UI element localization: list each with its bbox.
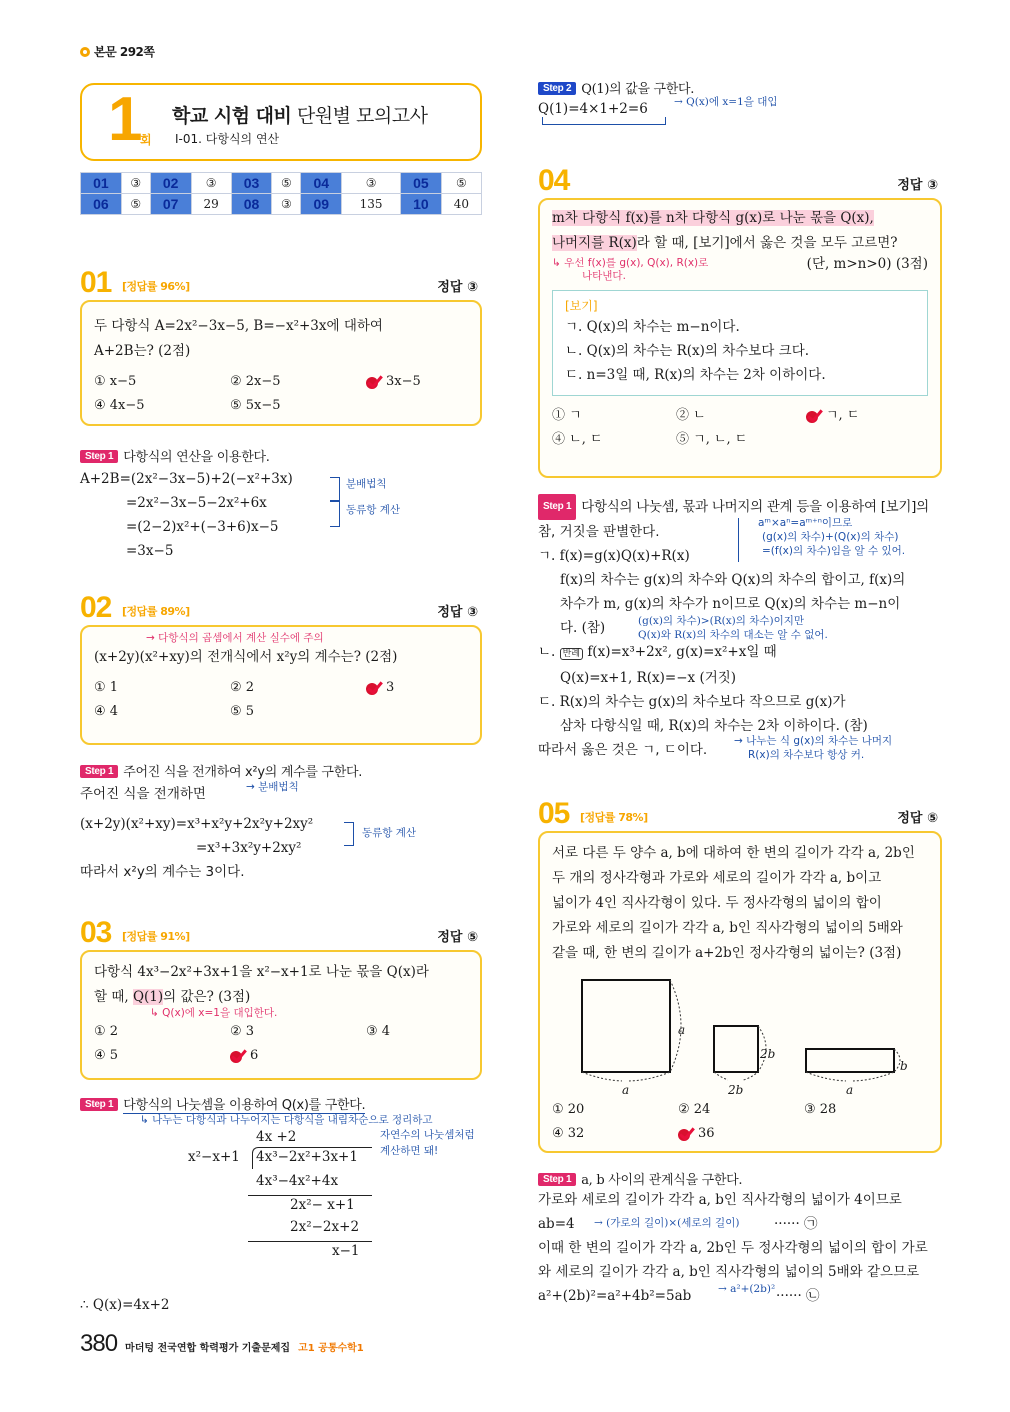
annotation-note: → Q(x)에 x=1을 대입 xyxy=(674,96,778,108)
choice-list xyxy=(94,676,468,724)
question-text: A+2B는? (2점) xyxy=(94,343,191,359)
answer-value: 135 xyxy=(342,194,401,215)
choice-text: ③ 28 xyxy=(804,1102,837,1117)
annotation-text: (가로의 길이)×(세로의 길이) xyxy=(606,1217,740,1229)
correct-rate: [정답률 91%] xyxy=(122,930,190,943)
counter-example-badge: 반례 xyxy=(560,648,583,660)
quotient: 4x +2 xyxy=(256,1129,297,1145)
choice-text: ① 2 xyxy=(94,1024,119,1039)
solution xyxy=(80,1094,482,1317)
choice-list xyxy=(94,370,468,418)
answer-label: 정답 ⑤ xyxy=(437,930,478,945)
division-line xyxy=(248,1195,372,1196)
choice-3-correct[interactable] xyxy=(366,370,486,394)
step-title: a, b 사이의 관계식을 구한다. xyxy=(581,1173,743,1188)
step-title: 다항식의 나눗셈, 몫과 나머지의 관계 등을 이용하여 [보기]의 xyxy=(581,499,929,515)
choice-2[interactable] xyxy=(676,404,806,428)
division-row: 2x²− x+1 xyxy=(290,1197,355,1213)
equation-line: Q(1)=4×1+2=6 xyxy=(538,101,648,117)
step-badge: Step 1 xyxy=(80,765,118,778)
condition-text: (단, m>n>0) (3점) xyxy=(806,256,928,272)
problem-header xyxy=(80,268,482,300)
solution xyxy=(538,494,942,762)
step-badge: Step 1 xyxy=(80,1098,118,1111)
answer-value: ⑤ xyxy=(121,194,150,215)
page-number: 380 xyxy=(80,1330,118,1357)
choice-4[interactable] xyxy=(552,1122,678,1146)
problem-05 xyxy=(538,799,942,1308)
question-fragment: 라 할 때, [보기]에서 옳은 것을 모두 고르면? xyxy=(636,235,898,251)
annotation-note: 계산하면 돼! xyxy=(380,1145,439,1157)
question-text: 서로 다른 두 양수 a, b에 대하여 한 변의 길이가 각각 a, 2b인 xyxy=(552,845,915,861)
annotation-note: 분배법칙 xyxy=(346,478,387,490)
question-text xyxy=(552,206,928,231)
annotation-note: → 분배법칙 xyxy=(246,781,299,793)
choice-text: ① 20 xyxy=(552,1102,585,1117)
choice-3-correct[interactable] xyxy=(366,676,486,700)
solution-line: ㄴ. 반례 f(x)=x³+2x², g(x)=x²+x일 때 xyxy=(538,644,777,660)
step-title: 다항식의 연산을 이용한다. xyxy=(123,450,270,465)
problem-header xyxy=(80,593,482,625)
solution-line xyxy=(538,568,942,592)
equation-line: =x³+3x²y+2xy² xyxy=(196,840,302,856)
choice-1[interactable] xyxy=(552,1098,678,1122)
problem-03-step2 xyxy=(538,78,942,121)
solution-line: 차수가 m, g(x)의 차수가 n이므로 Q(x)의 차수는 m−n이 xyxy=(560,596,901,612)
answer-value: ⑤ xyxy=(441,173,481,194)
book-subtitle: 고1 공통수학1 xyxy=(298,1343,364,1354)
title-rest: 단원별 모의고사 xyxy=(291,105,428,127)
bogi-item: ㄷ. n=3일 때, R(x)의 차수는 2차 이하이다. xyxy=(565,367,826,383)
equation-text: ab=4 xyxy=(538,1216,575,1232)
solution xyxy=(80,446,482,563)
figure xyxy=(552,972,928,1097)
choice-text: ㄱ, ㄷ xyxy=(826,408,860,423)
equation-line: A+2B=(2x²−3x−5)+2(−x²+3x) xyxy=(80,471,293,487)
checkmark-icon xyxy=(230,1048,246,1064)
bracket-arrow xyxy=(330,477,340,501)
dividend: 4x³−2x²+3x+1 xyxy=(256,1149,358,1165)
choice-4[interactable] xyxy=(94,1044,230,1068)
page-subtitle: Ⅰ-01. 다항식의 연산 xyxy=(175,132,280,146)
highlighted-term: Q(1) xyxy=(132,989,164,1005)
circle-bullet-icon xyxy=(80,47,90,57)
choice-1[interactable] xyxy=(94,370,230,394)
question-fragment: 할 때, xyxy=(94,989,133,1005)
annotation-note xyxy=(638,614,828,642)
solution-text: f(x)=x³+2x², g(x)=x²+x일 때 xyxy=(587,644,777,660)
checkmark-icon xyxy=(366,680,382,696)
answer-value: ⑤ xyxy=(272,173,301,194)
bogi-item: ㄱ. Q(x)의 차수는 m−n이다. xyxy=(565,319,740,335)
solution-line: 이때 한 변의 길이가 각각 a, 2b인 두 정사각형의 넓이의 합이 가로 xyxy=(538,1240,928,1256)
question-number: 08 xyxy=(231,194,272,215)
annotation-note: ↳ 나누는 다항식과 나누어지는 다항식을 내림차순으로 정리하고 xyxy=(140,1114,433,1126)
solution-line xyxy=(538,616,942,640)
answer-grid xyxy=(80,172,482,215)
choice-text: ④ 4 xyxy=(94,704,119,719)
problem-number: 02 xyxy=(80,591,112,624)
hint-note: → 다항식의 곱셈에서 계산 실수에 주의 xyxy=(146,632,324,644)
answer-label: 정답 ⑤ xyxy=(897,811,938,826)
choice-text: ③ 4 xyxy=(366,1024,391,1039)
choice-2[interactable] xyxy=(230,1020,366,1044)
step-title: 참, 거짓을 판별한다. xyxy=(538,524,660,540)
question-number: 03 xyxy=(231,173,272,194)
choice-5-correct[interactable] xyxy=(230,1044,366,1068)
question-box xyxy=(80,300,482,426)
choice-text: 3 xyxy=(386,680,395,695)
figure-label: a xyxy=(846,1078,853,1103)
question-text: 같을 때, 한 변의 길이가 a+2b인 정사각형의 넓이는? (3점) xyxy=(552,945,902,961)
equation-line: =3x−5 xyxy=(126,543,174,559)
question-text: 다항식 4x³−2x²+3x+1을 x²−x+1로 나눈 몫을 Q(x)라 xyxy=(94,964,429,980)
highlighted-term: 나머지를 R(x) xyxy=(552,235,637,251)
step-heading xyxy=(80,761,482,780)
checkmark-icon xyxy=(806,408,822,424)
page-reference-text: 본문 292쪽 xyxy=(94,45,155,59)
highlighted-term: m차 다항식 f(x)를 n차 다항식 g(x)로 나눈 몫을 Q(x), xyxy=(552,210,874,226)
figure-label: 2b xyxy=(728,1078,743,1103)
problem-03 xyxy=(80,918,482,1317)
annotation-text: 분배법칙 xyxy=(258,781,299,793)
step-title: 주어진 식을 전개하여 x²y의 계수를 구한다. xyxy=(123,765,363,780)
answer-value: ③ xyxy=(342,173,401,194)
choice-5[interactable] xyxy=(230,700,366,724)
figure-label: b xyxy=(900,1059,908,1073)
hint-row xyxy=(552,256,928,284)
annotation-note: 동류항 계산 xyxy=(346,504,401,516)
division-row: 2x²−2x+2 xyxy=(290,1219,360,1235)
annotation-text: → 나누는 식 g(x)의 차수는 나머지 xyxy=(734,735,893,747)
step-badge: Step 2 xyxy=(538,82,576,95)
title-bold: 학교 시험 대비 xyxy=(172,105,292,127)
question-number: 09 xyxy=(301,194,342,215)
choice-1[interactable] xyxy=(94,676,230,700)
answer-value: ③ xyxy=(272,194,301,215)
choice-5-correct[interactable] xyxy=(678,1122,804,1146)
title-box xyxy=(80,83,482,161)
choice-4[interactable] xyxy=(94,394,230,418)
question-text: (x+2y)(x²+xy)의 전개식에서 x²y의 계수는? (2점) xyxy=(94,649,398,665)
question-text: 두 개의 정사각형과 가로와 세로의 길이가 각각 a, b이고 xyxy=(552,870,882,886)
choice-text: ② 2x−5 xyxy=(230,374,281,389)
question-box xyxy=(80,625,482,745)
question-number: 06 xyxy=(81,194,122,215)
problem-number: 01 xyxy=(80,266,112,299)
annotation-note xyxy=(734,734,892,762)
question-number: 10 xyxy=(401,194,442,215)
bracket-arrow xyxy=(344,822,354,846)
solution-line: ㄷ. R(x)의 차수는 g(x)의 차수보다 작으므로 g(x)가 xyxy=(538,694,846,710)
annotation-text: (g(x)의 차수)>(R(x)의 차수)이지만 xyxy=(638,615,805,627)
question-text: 두 다항식 A=2x²−3x−5, B=−x²+3x에 대하여 xyxy=(94,318,383,334)
solution-text: f(x)의 차수는 g(x)의 차수와 Q(x)의 차수의 합이고, f(x)의 xyxy=(560,572,906,588)
annotation-note: 동류항 계산 xyxy=(362,827,417,839)
problem-04 xyxy=(538,166,942,762)
question-box xyxy=(80,950,482,1080)
choice-4[interactable] xyxy=(552,428,676,452)
page-title xyxy=(172,101,427,128)
squares-figure xyxy=(552,972,932,1092)
page-reference xyxy=(80,43,155,60)
choice-text: ④ 4x−5 xyxy=(94,398,145,413)
equation-marker: ······ ㉡ xyxy=(776,1288,820,1304)
solution-text: 주어진 식을 전개하면 xyxy=(80,786,206,802)
step-heading xyxy=(538,1169,942,1188)
question-text: 넓이가 4인 직사각형이 있다. 두 정사각형의 넓이의 합이 xyxy=(552,895,882,911)
bogi-title: [보기] xyxy=(565,299,598,313)
solution-line xyxy=(538,1284,942,1308)
division-row: 4x³−4x²+4x xyxy=(256,1173,339,1189)
page-footer xyxy=(80,1330,364,1358)
checkmark-icon xyxy=(366,374,382,390)
annotation-note: 자연수의 나눗셈처럼 xyxy=(380,1129,475,1141)
choice-list xyxy=(94,1020,468,1068)
annotation-note: → (가로의 길이)×(세로의 길이) xyxy=(594,1217,740,1229)
answer-grid-row xyxy=(81,173,482,194)
choice-5[interactable] xyxy=(676,428,806,452)
solution-lines xyxy=(80,467,482,563)
choice-1[interactable] xyxy=(552,404,676,428)
choice-list xyxy=(552,404,928,452)
problem-02 xyxy=(80,593,482,884)
step-badge: Step 1 xyxy=(538,1173,576,1186)
conclusion-text: 따라서 x²y의 계수는 3이다. xyxy=(80,864,245,880)
annotation-text: aᵐ×aⁿ=aᵐ⁺ⁿ이므로 xyxy=(758,517,853,529)
equation-text: a²+(2b)²=a²+4b²=5ab xyxy=(538,1288,692,1304)
choice-3[interactable] xyxy=(366,1020,486,1044)
round-suffix: 회 xyxy=(140,133,152,147)
hint-note: 나타낸다. xyxy=(582,270,626,282)
choice-3-correct[interactable] xyxy=(806,404,926,428)
figure-label: a xyxy=(678,1023,686,1037)
choice-text: 6 xyxy=(250,1048,259,1063)
choice-2[interactable] xyxy=(230,676,366,700)
choice-1[interactable] xyxy=(94,1020,230,1044)
question-box xyxy=(538,198,942,478)
annotation-note xyxy=(744,516,905,558)
choice-2[interactable] xyxy=(230,370,366,394)
annotation-text: (g(x)의 차수)+(Q(x)의 차수) xyxy=(762,531,899,543)
choice-text: ② ㄴ xyxy=(676,408,706,423)
solution-line xyxy=(538,1212,942,1236)
figure-label: a xyxy=(622,1078,629,1103)
choice-text: ⑤ 5x−5 xyxy=(230,398,281,413)
annotation-text: 나누는 다항식과 나누어지는 다항식을 내림차순으로 정리하고 xyxy=(152,1114,433,1126)
step-title: 다항식의 나눗셈을 이용하여 Q(x)를 구한다. xyxy=(123,1098,366,1113)
answer-grid-row xyxy=(81,194,482,215)
choice-text: ⑤ 5 xyxy=(230,704,255,719)
question-number: 04 xyxy=(301,173,342,194)
step-title: Q(1)의 값을 구한다. xyxy=(581,82,695,97)
round-number: 1 xyxy=(108,85,143,154)
choice-text: 3x−5 xyxy=(386,374,421,389)
conclusion-text: 따라서 옳은 것은 ㄱ, ㄷ이다. xyxy=(538,742,708,758)
choice-list xyxy=(552,1098,928,1146)
solution-line: 가로와 세로의 길이가 각각 a, b인 직사각형의 넓이가 4이므로 xyxy=(538,1192,902,1208)
choice-text: ① x−5 xyxy=(94,374,137,389)
long-division xyxy=(80,1127,482,1267)
solution-line xyxy=(538,735,942,762)
solution-line: Q(x)=x+1, R(x)=−x (거짓) xyxy=(560,670,737,686)
answer-label: 정답 ③ xyxy=(437,605,478,620)
annotation-connector xyxy=(738,518,739,562)
annotation-text: =(f(x)의 차수)임을 알 수 있어. xyxy=(762,545,906,557)
choice-3[interactable] xyxy=(804,1098,924,1122)
figure-label: 2b xyxy=(760,1047,776,1061)
division-row: x−1 xyxy=(332,1243,360,1259)
question-number: 02 xyxy=(150,173,191,194)
annotation-text: Q(x)와 R(x)의 차수의 대소는 알 수 없어. xyxy=(638,629,828,641)
correct-rate: [정답률 78%] xyxy=(580,811,648,824)
solution-lines xyxy=(80,782,482,884)
choice-text: ④ 5 xyxy=(94,1048,119,1063)
problem-number: 04 xyxy=(538,164,570,197)
solution-text: 다. (참) xyxy=(560,620,606,636)
problem-header xyxy=(538,799,942,831)
choice-text: ⑤ ㄱ, ㄴ, ㄷ xyxy=(676,432,748,447)
answer-value: 29 xyxy=(191,194,231,215)
answer-label: 정답 ③ xyxy=(897,178,938,193)
answer-value: ③ xyxy=(191,173,231,194)
answer-label: 정답 ③ xyxy=(437,280,478,295)
question-number: 07 xyxy=(150,194,191,215)
checkmark-icon xyxy=(678,1126,694,1142)
hint-note: ↳ Q(x)에 x=1을 대입한다. xyxy=(150,1007,278,1019)
annotation-text: Q(x)에 x=1을 대입 xyxy=(686,96,778,108)
question-number: 01 xyxy=(81,173,122,194)
problem-01 xyxy=(80,268,482,563)
solution-line: 삼차 다항식일 때, R(x)의 차수는 2차 이하이다. (참) xyxy=(560,718,868,734)
equation-line: =(2−2)x²+(−3+6)x−5 xyxy=(126,519,279,535)
correct-rate: [정답률 96%] xyxy=(122,280,190,293)
solution xyxy=(538,1169,942,1308)
choice-text: ② 24 xyxy=(678,1102,711,1117)
solution-line: 와 세로의 길이가 각각 a, b인 직사각형의 넓이의 5배와 같으므로 xyxy=(538,1264,920,1280)
choice-4[interactable] xyxy=(94,700,230,724)
bracket-arrow xyxy=(542,117,666,125)
correct-rate: [정답률 89%] xyxy=(122,605,190,618)
book-title: 마더텅 전국연합 학력평가 기출문제집 xyxy=(125,1343,291,1354)
hint-text: Q(x)에 x=1을 대입한다. xyxy=(162,1007,278,1019)
solution-line: ㄱ. f(x)=g(x)Q(x)+R(x) xyxy=(538,548,690,564)
bogi-box xyxy=(552,290,928,396)
step-heading xyxy=(80,446,482,465)
choice-5[interactable] xyxy=(230,394,366,418)
step-badge: Step 1 xyxy=(80,450,118,463)
equation-line: =2x²−3x−5−2x²+6x xyxy=(126,495,267,511)
hint-note: ↳ 우선 f(x)를 g(x), Q(x), R(x)로 xyxy=(552,257,709,269)
solution-lines xyxy=(538,97,942,121)
problem-number: 03 xyxy=(80,916,112,949)
choice-text: ② 3 xyxy=(230,1024,255,1039)
solution xyxy=(80,761,482,884)
question-text: 가로와 세로의 길이가 각각 a, b인 직사각형의 넓이의 5배와 xyxy=(552,920,903,936)
bracket-arrow xyxy=(330,501,340,527)
answer-value: 40 xyxy=(441,194,481,215)
equation-line: (x+2y)(x²+xy)=x³+x²y+2x²y+2xy² xyxy=(80,816,314,832)
annotation-text: a²+(2b)² xyxy=(730,1283,776,1295)
bogi-item: ㄴ. Q(x)의 차수는 R(x)의 차수보다 크다. xyxy=(565,343,810,359)
choice-text: ④ ㄴ, ㄷ xyxy=(552,432,603,447)
choice-text: ④ 32 xyxy=(552,1126,585,1141)
annotation-text: R(x)의 차수보다 항상 커. xyxy=(748,749,865,761)
choice-text: ② 2 xyxy=(230,680,255,695)
annotation-note: → a²+(2b)² xyxy=(718,1283,776,1295)
choice-text: ① ㄱ xyxy=(552,408,582,423)
division-line xyxy=(248,1241,372,1242)
hint-text: 우선 f(x)를 g(x), Q(x), R(x)로 xyxy=(564,257,709,269)
equation-marker: ······ ㉠ xyxy=(774,1216,818,1232)
question-box xyxy=(538,831,942,1153)
choice-text: 36 xyxy=(698,1126,715,1141)
hint-text: 다항식의 곱셈에서 계산 실수에 주의 xyxy=(158,632,324,644)
choice-text: ① 1 xyxy=(94,680,119,695)
divisor: x²−x+1 xyxy=(188,1149,240,1165)
answer-value: ③ xyxy=(121,173,150,194)
problem-header xyxy=(538,166,942,198)
question-fragment: 의 값은? (3점) xyxy=(163,989,251,1005)
annotation-text: 나누는 식 g(x)의 차수는 나머지 xyxy=(746,735,893,747)
conclusion-text: ∴ Q(x)=4x+2 xyxy=(80,1297,170,1313)
problem-number: 05 xyxy=(538,797,570,830)
problem-header xyxy=(80,918,482,950)
step-badge: Step 1 xyxy=(538,494,576,520)
question-number: 05 xyxy=(401,173,442,194)
step-heading xyxy=(80,1094,482,1113)
